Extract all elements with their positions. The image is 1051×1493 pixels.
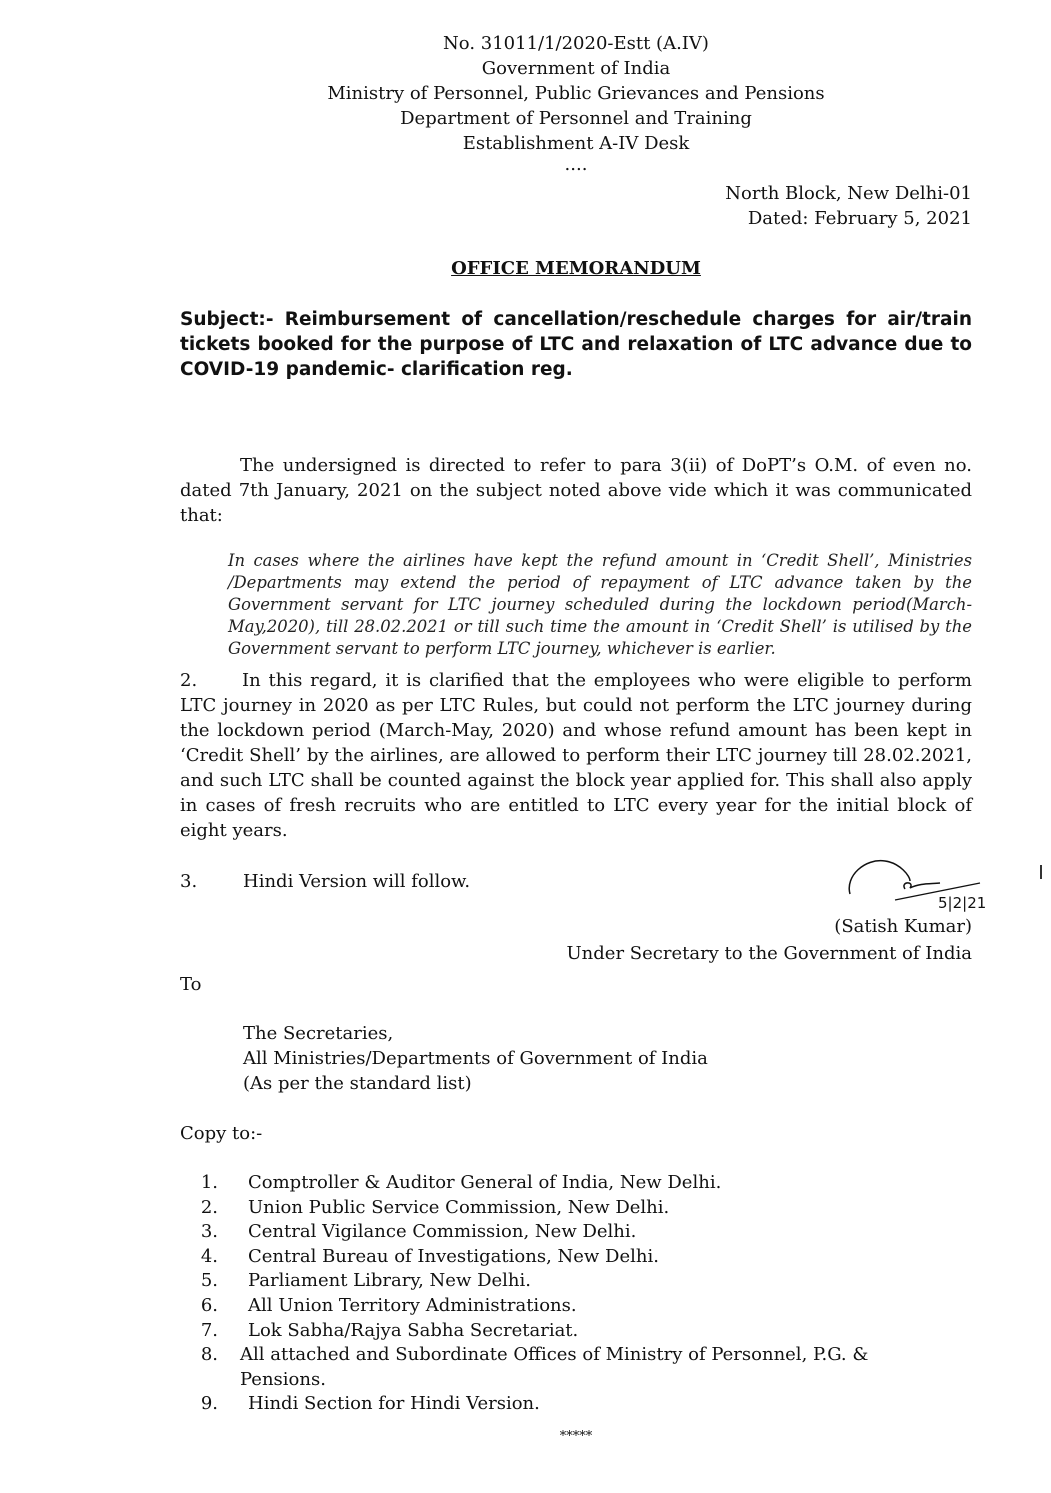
separator: .... bbox=[564, 154, 588, 175]
addressee-line: The Secretaries, bbox=[243, 1023, 394, 1044]
list-text: Parliament Library, New Delhi. bbox=[248, 1270, 531, 1292]
list-text: Central Bureau of Investigations, New Delhi. bbox=[248, 1245, 659, 1267]
to-label: To bbox=[180, 974, 202, 995]
handwritten-date: 5|2|21 bbox=[938, 894, 987, 912]
signatory-designation: Under Secretary to the Government of India bbox=[566, 943, 972, 964]
list-number: 7. bbox=[200, 1319, 218, 1341]
addressee-line: (As per the standard list) bbox=[243, 1073, 472, 1094]
list-text: All attached and Subordinate Offices of Ministry of Personnel, P.G. & Pensions. bbox=[240, 1344, 869, 1390]
letterhead bbox=[140, 31, 1012, 174]
paragraph-1: The undersigned is directed to refer to para 3(ii) of DoPT’s O.M. of even no. dated 7th January, 2021 on the subject noted above vide which it was communicated that: bbox=[180, 455, 972, 526]
desk: Establishment A-IV Desk bbox=[462, 133, 690, 154]
list-number: 1. bbox=[200, 1172, 218, 1193]
list-number: 3. bbox=[200, 1221, 218, 1243]
list-text: Union Public Service Commission, New Delhi. bbox=[248, 1196, 670, 1218]
list-item bbox=[190, 1220, 950, 1245]
list-text: Central Vigilance Commission, New Delhi. bbox=[248, 1221, 637, 1243]
page-title: OFFICE MEMORANDUM bbox=[451, 258, 701, 279]
list-text: Comptroller & Auditor General of India, New Delhi. bbox=[248, 1172, 722, 1193]
list-text: Lok Sabha/Rajya Sabha Secretariat. bbox=[248, 1319, 579, 1341]
ministry: Ministry of Personnel, Public Grievances and Pensions bbox=[327, 83, 825, 104]
list-item bbox=[190, 1245, 950, 1270]
place-date bbox=[180, 181, 972, 231]
document-body bbox=[180, 31, 987, 1445]
subject: Subject:- Reimbursement of cancellation/reschedule charges for air/train tickets booked for the purpose of LTC and relaxation of LTC advance due to COVID-19 pandemic- clarification reg. bbox=[180, 309, 972, 380]
list-item bbox=[190, 1171, 950, 1196]
list-item bbox=[190, 1319, 950, 1344]
place: North Block, New Delhi-01 bbox=[725, 183, 972, 204]
paragraph-2-number: 2. bbox=[180, 670, 198, 691]
paragraph-2-text: In this regard, it is clarified that the employees who were eligible to perform LTC journey in 2020 as per LTC Rules, but could not perform the LTC journey during the lockdown period (March-May, 2020) and whose refund amount has been kept in ‘Credit Shell’ by the airlines, are allowed to perform their LTC journey till 28.02.2021, and such LTC shall be counted against the block year applied for. This shall also apply in cases of fresh recruits who are entitled to LTC every year for the initial block of eight years. bbox=[180, 670, 972, 841]
date: Dated: February 5, 2021 bbox=[747, 208, 972, 229]
file-number: No. 31011/1/2020-Estt (A.IV) bbox=[443, 33, 709, 54]
copy-to-label: Copy to:- bbox=[180, 1123, 263, 1144]
copy-list bbox=[190, 1171, 950, 1417]
signatory bbox=[180, 894, 987, 966]
list-item bbox=[190, 1392, 950, 1417]
list-text: Hindi Section for Hindi Version. bbox=[248, 1393, 540, 1415]
signatory-name: (Satish Kumar) bbox=[834, 916, 972, 937]
addressee-line: All Ministries/Departments of Government of India bbox=[243, 1048, 708, 1069]
list-number: 4. bbox=[200, 1245, 218, 1267]
margin-mark bbox=[1040, 865, 1042, 879]
paragraph-2 bbox=[180, 668, 972, 843]
list-number: 9. bbox=[200, 1393, 218, 1415]
paragraph-3-number: 3. bbox=[180, 871, 198, 892]
government: Government of India bbox=[481, 58, 671, 79]
list-item bbox=[190, 1343, 950, 1392]
list-item bbox=[190, 1269, 950, 1294]
list-number: 2. bbox=[200, 1196, 218, 1218]
quoted-text: In cases where the airlines have kept the refund amount in ‘Credit Shell’, Ministries /Departments may extend the period of repayment of LTC advance taken by the Government servant for LTC journey scheduled during the lockdown period(March-May,2020), till 28.02.2021 or till such time the amount in ‘Credit Shell’ is utilised by the Government servant to perform LTC journey, whichever is earlier. bbox=[228, 551, 972, 658]
department: Department of Personnel and Training bbox=[400, 108, 752, 129]
signature-icon bbox=[840, 854, 1010, 912]
list-item bbox=[190, 1196, 950, 1221]
list-number: 5. bbox=[200, 1270, 218, 1292]
end-mark: ***** bbox=[559, 1428, 593, 1444]
list-text: All Union Territory Administrations. bbox=[248, 1294, 577, 1316]
list-number: 6. bbox=[200, 1294, 218, 1316]
list-number: 8. bbox=[200, 1344, 218, 1366]
paragraph-3-text: Hindi Version will follow. bbox=[243, 871, 471, 892]
list-item bbox=[190, 1294, 950, 1319]
addressees bbox=[243, 1021, 972, 1096]
